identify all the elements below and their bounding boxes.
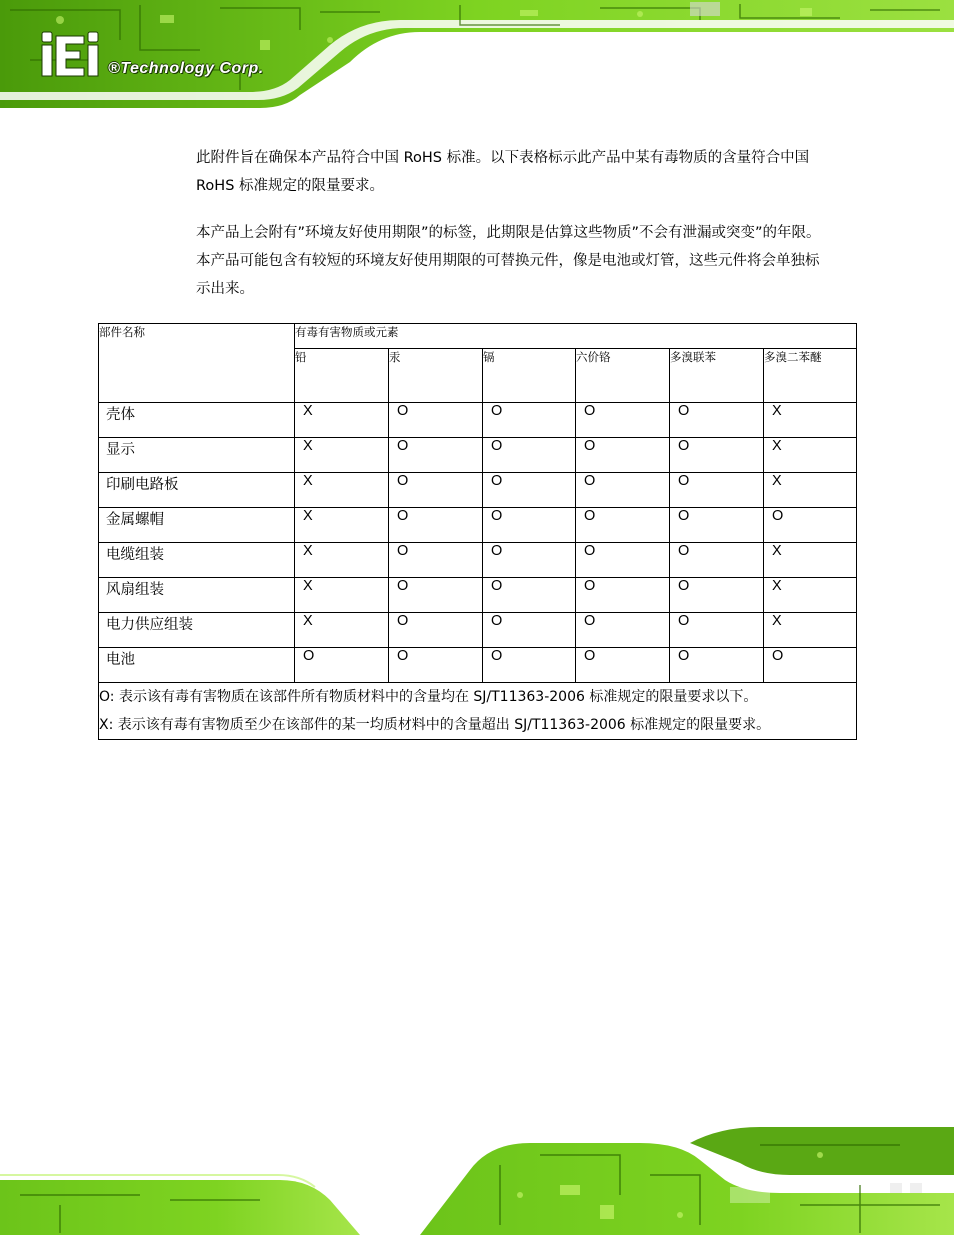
substance-value: O — [576, 403, 670, 438]
substance-value: O — [576, 508, 670, 543]
table-row — [99, 403, 857, 438]
substance-value: O — [670, 403, 764, 438]
substance-value: O — [670, 578, 764, 613]
part-name: 印刷电路板 — [99, 473, 295, 508]
table-row — [99, 473, 857, 508]
substance-value: X — [295, 473, 389, 508]
element-header-lead: 铅 — [295, 348, 389, 402]
substance-value: X — [764, 543, 857, 578]
eco-period-paragraph: 本产品上会附有”环境友好使用期限”的标签，此期限是估算这些物质”不会有泄漏或突变”的年限。本产品可能包含有较短的环境友好使用期限的可替换元件，像是电池或灯管，这些元件将会单独标示出来。 — [196, 225, 821, 297]
hazardous-substances-table — [98, 323, 857, 740]
table-row — [99, 578, 857, 613]
note-x: X: 表示该有毒有害物质至少在该部件的某一均质材料中的含量超出 SJ/T11363-2006 标准规定的限量要求。 — [99, 717, 771, 733]
substance-value: O — [576, 648, 670, 683]
substance-value: O — [483, 578, 576, 613]
substance-value: X — [295, 508, 389, 543]
element-header-mercury: 汞 — [389, 348, 483, 402]
table-row — [99, 648, 857, 683]
table-notes — [99, 683, 857, 740]
table-row — [99, 543, 857, 578]
substance-value: O — [389, 403, 483, 438]
substance-value: O — [389, 473, 483, 508]
element-header-chromium: 六价铬 — [576, 348, 670, 402]
substance-value: O — [483, 508, 576, 543]
iei-logo — [40, 30, 102, 78]
substance-value: O — [389, 508, 483, 543]
note-o: O: 表示该有毒有害物质在该部件所有物质材料中的含量均在 SJ/T11363-2006 标准规定的限量要求以下。 — [99, 689, 758, 705]
substance-value: O — [389, 648, 483, 683]
header-banner — [0, 0, 954, 112]
element-header-pbde: 多溴二苯醚 — [764, 348, 857, 402]
substance-value: X — [295, 403, 389, 438]
pcb-footer-graphic — [0, 1125, 954, 1235]
substance-group-header: 有毒有害物质或元素 — [295, 324, 857, 349]
substance-value: X — [295, 613, 389, 648]
substance-value: O — [576, 578, 670, 613]
part-name: 电池 — [99, 648, 295, 683]
substance-value: X — [295, 578, 389, 613]
table-row — [99, 508, 857, 543]
substance-value: O — [764, 508, 857, 543]
substance-value: O — [670, 438, 764, 473]
part-name: 风扇组装 — [99, 578, 295, 613]
substance-value: O — [670, 648, 764, 683]
substance-value: O — [483, 648, 576, 683]
iei-logo-icon — [40, 30, 102, 78]
substance-value: O — [389, 438, 483, 473]
substance-value: O — [483, 438, 576, 473]
table-notes-row — [99, 683, 857, 740]
substance-value: X — [764, 578, 857, 613]
substance-value: O — [483, 543, 576, 578]
intro-paragraph: 此附件旨在确保本产品符合中国 RoHS 标准。以下表格标示此产品中某有毒物质的含量符合中国 RoHS 标准规定的限量要求。 — [196, 150, 810, 194]
part-name: 电力供应组装 — [99, 613, 295, 648]
pcb-header-graphic — [0, 0, 954, 112]
table-row — [99, 613, 857, 648]
substance-value: O — [389, 613, 483, 648]
substance-value: X — [764, 613, 857, 648]
part-name-header: 部件名称 — [99, 324, 295, 403]
substance-value: X — [295, 543, 389, 578]
substance-value: O — [576, 543, 670, 578]
substance-value: O — [764, 648, 857, 683]
part-name: 金属螺帽 — [99, 508, 295, 543]
substance-value: O — [576, 473, 670, 508]
substance-value: O — [483, 403, 576, 438]
substance-value: X — [764, 473, 857, 508]
part-name: 电缆组装 — [99, 543, 295, 578]
company-name: ®Technology Corp. — [108, 60, 264, 77]
substance-value: O — [483, 613, 576, 648]
part-name: 壳体 — [99, 403, 295, 438]
element-header-pbb: 多溴联苯 — [670, 348, 764, 402]
table-row — [99, 438, 857, 473]
substance-value: O — [576, 438, 670, 473]
substance-value: X — [764, 403, 857, 438]
substance-value: O — [389, 578, 483, 613]
footer-banner — [0, 1125, 954, 1235]
part-name: 显示 — [99, 438, 295, 473]
substance-value: X — [764, 438, 857, 473]
substance-value: O — [670, 613, 764, 648]
element-header-cadmium: 镉 — [483, 348, 576, 402]
substance-value: O — [576, 613, 670, 648]
substance-value: O — [670, 473, 764, 508]
substance-value: X — [295, 438, 389, 473]
substance-value: O — [670, 543, 764, 578]
substance-value: O — [483, 473, 576, 508]
substance-value: O — [670, 508, 764, 543]
substance-value: O — [295, 648, 389, 683]
substance-value: O — [389, 543, 483, 578]
